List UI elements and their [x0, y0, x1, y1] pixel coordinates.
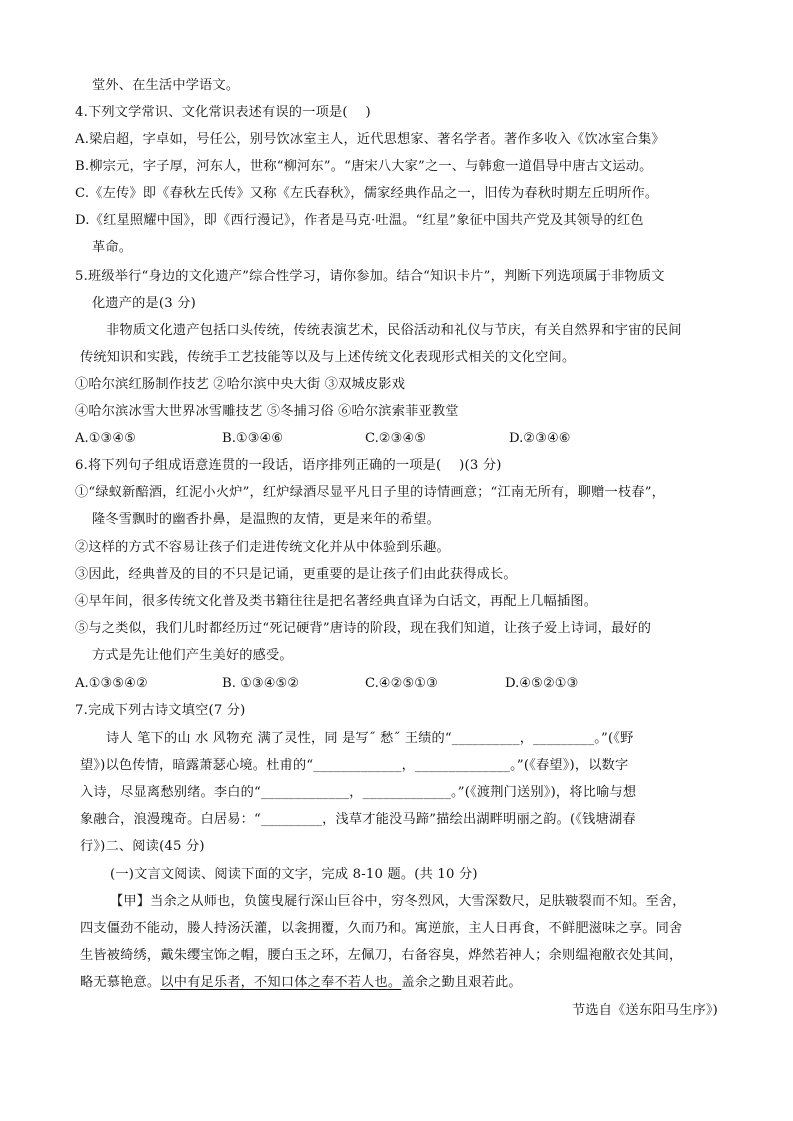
- q6-sentence-2: ②这样的方式不容易让孩子们走进传统文化并从中体验到乐趣。: [75, 540, 450, 555]
- q6-option-c: C.④②⑤①③: [365, 676, 438, 691]
- reading-subheading: (一)文言文阅读、阅读下面的文字，完成 8-10 题。(共 10 分): [110, 867, 478, 882]
- q4-option-d-cont: 革命。: [92, 240, 133, 255]
- passage-line4: [80, 974, 522, 992]
- passage-source: 节选自《送东阳马生序》): [571, 1003, 718, 1018]
- passage-line4-pre: 略无慕艳意。: [80, 975, 161, 990]
- q4-option-c: C.《左传》即《春秋左氏传》又称《左氏春秋》，儒家经典作品之一，旧传为春秋时期左丘明所作。: [75, 186, 659, 201]
- q4-option-a: A.梁启超，字卓如，号任公，别号饮冰室主人，近代思想家、著名学者。著作多收入《饮冰室合集》: [75, 132, 665, 147]
- passage-line3: 生皆被绮绣，戴朱缨宝饰之帽，腰白玉之环，左佩刀，右备容臭，烨然若神人；余则缊袍敝衣处其间，: [80, 948, 683, 963]
- knowledge-card-line1: 非物质文化遗产包括口头传统，传统表演艺术，民俗活动和礼仪与节庆，有关自然界和宇宙的民间: [106, 323, 682, 338]
- q6-sentence-4: ④早年间，很多传统文化普及类书籍往往是把名著经典直译为白话文，再配上几幅插图。: [75, 594, 598, 609]
- q6-sentence-1: ①“绿蚁新醅酒，红泥小火炉”，红炉绿酒尽显平凡日子里的诗情画意；“江南无所有，聊赠一枝春”，: [75, 485, 666, 500]
- q5-items-row1: ①哈尔滨红肠制作技艺 ②哈尔滨中央大街 ③双城皮影戏: [75, 377, 406, 392]
- q6-option-d: D.④⑤②①③: [505, 676, 579, 691]
- q7-stem: 7.完成下列古诗文填空(7 分): [75, 703, 246, 718]
- q5-option-c: C.②③④⑤: [365, 431, 427, 446]
- passage-line1: 【甲】当余之从师也，负箧曳屣行深山巨谷中，穷冬烈风，大雪深数尺，足肤皲裂而不知。至舍，: [110, 894, 686, 909]
- passage-line2: 四支僵劲不能动，媵人持汤沃灌，以衾拥覆，久而乃和。寓逆旅，主人日再食，不鲜肥滋味之享。同舍: [80, 921, 683, 936]
- q5-option-d: D.②③④⑥: [509, 431, 571, 446]
- q7-passage-line1: 诗人 笔下的山 水 风物充 满了灵性，同 是写˝ 愁˝ 王绩的“__________，_________。”(《野: [106, 731, 634, 746]
- q4-stem: 4.下列文学常识、文化常识表述有误的一项是( ): [75, 105, 371, 120]
- q6-stem: 6.将下列句子组成语意连贯的一段话，语序排列正确的一项是( )(3 分): [75, 458, 502, 473]
- knowledge-card-line2: 传统知识和实践，传统手工艺技能等以及与上述传统文化表现形式相关的文化空间。: [80, 350, 576, 365]
- q5-option-a: A.①③④⑤: [75, 431, 137, 446]
- q6-option-b: B. ①③④⑤②: [222, 676, 300, 691]
- q5-stem: 5.班级举行“身边的文化遗产”综合性学习，请你参加。结合“知识卡片”，判断下列选项属于非物质文: [75, 269, 665, 284]
- q7-passage-line3: 入诗，尽显离愁别绪。李白的“_____________，_____________。”(《渡荆门送别》)，将比喻与想: [80, 785, 637, 800]
- passage-line4-post: 盖余之勤且艰若此。: [401, 975, 522, 990]
- q6-sentence-5: ⑤与之类似，我们儿时都经历过“死记硬背”唐诗的阶段，现在我们知道，让孩子爱上诗词，最好的: [75, 621, 652, 636]
- q6-sentence-3: ③因此，经典普及的目的不只是记诵，更重要的是让孩子们由此获得成长。: [75, 567, 517, 582]
- underlined-sentence: 以中有足乐者，不知口体之奉不若人也。: [160, 975, 402, 990]
- q6-sentence-1-cont: 隆冬雪飘时的幽香扑鼻，是温煦的友情，更是来年的希望。: [92, 512, 441, 527]
- q6-sentence-5-cont: 方式是先让他们产生美好的感受。: [92, 648, 293, 663]
- q4-option-b: B.柳宗元，字子厚，河东人，世称“柳河东”。“唐宋八大家”之一、与韩愈一道倡导中唐古文运动。: [75, 159, 653, 174]
- q7-passage-line2: 望》)以色传情，暗露萧瑟心境。杜甫的“_____________，______________。”(《春望》)，以数字: [80, 758, 629, 773]
- q5-option-b: B.①③④⑥: [222, 431, 284, 446]
- q6-option-a: A.①③⑤④②: [75, 676, 148, 691]
- continued-line: 堂外、在生活中学语文。: [92, 78, 240, 93]
- q5-items-row2: ④哈尔滨冰雪大世界冰雪雕技艺 ⑤冬捕习俗 ⑥哈尔滨索菲亚教堂: [75, 404, 459, 419]
- q5-stem-cont: 化遗产的是(3 分): [92, 296, 196, 311]
- q7-passage-line4: 象融合，浪漫瑰奇。白居易：“_________，浅草才能没马蹄”描绘出湖畔明丽之韵。(《钱塘湖春: [80, 812, 636, 827]
- q4-option-d: D.《红星照耀中国》，即《西行漫记》，作者是马克·吐温。“红星”象征中国共产党及其领导的红色: [75, 213, 644, 228]
- q7-passage-line5: 行》)二、阅读(45 分): [80, 839, 205, 854]
